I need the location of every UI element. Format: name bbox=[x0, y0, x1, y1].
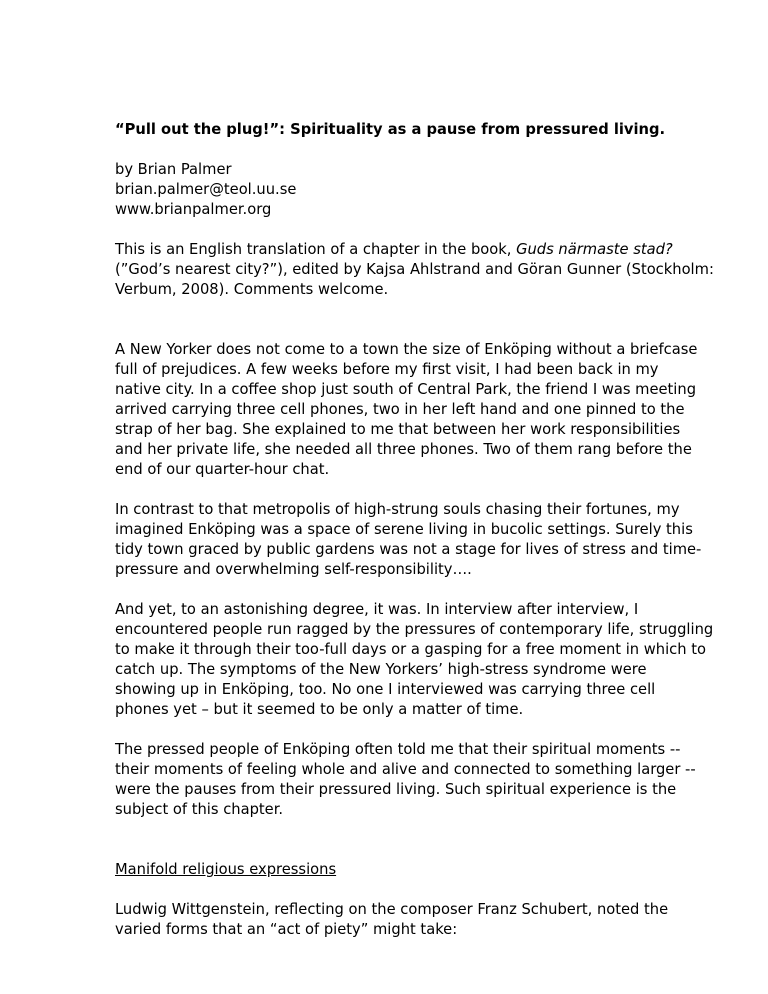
translation-note bbox=[115, 240, 714, 300]
paragraph-1 bbox=[115, 340, 698, 480]
paragraph-line: The pressed people of Enköping often told me that their spiritual moments -- bbox=[115, 741, 681, 758]
paragraph-line: pressure and overwhelming self-responsibility…. bbox=[115, 561, 472, 578]
paragraph-line: showing up in Enköping, too. No one I interviewed was carrying three cell bbox=[115, 681, 656, 698]
paragraph-line: their moments of feeling whole and alive and connected to something larger -- bbox=[115, 761, 696, 778]
paragraph-line: strap of her bag. She explained to me that between her work responsibilities bbox=[115, 421, 681, 438]
paragraph-line: subject of this chapter. bbox=[115, 801, 284, 818]
translation-note-line-2: (”God’s nearest city?”), edited by Kajsa Ahlstrand and Göran Gunner (Stockholm: bbox=[115, 261, 714, 278]
paragraph-line: and her private life, she needed all three phones. Two of them rang before the bbox=[115, 441, 692, 458]
paragraph-line: imagined Enköping was a space of serene living in bucolic settings. Surely this bbox=[115, 521, 693, 538]
document-page bbox=[115, 120, 714, 940]
paragraph-line: phones yet – but it seemed to be only a matter of time. bbox=[115, 701, 524, 718]
paragraph-line: varied forms that an “act of piety” might take: bbox=[115, 921, 458, 938]
paragraph-line: catch up. The symptoms of the New Yorkers’ high-stress syndrome were bbox=[115, 661, 647, 678]
paragraph-line: arrived carrying three cell phones, two in her left hand and one pinned to the bbox=[115, 401, 685, 418]
section-heading: Manifold religious expressions bbox=[115, 861, 337, 878]
author-email: brian.palmer@teol.uu.se bbox=[115, 181, 297, 198]
book-title: Guds närmaste stad? bbox=[516, 241, 673, 258]
byline bbox=[115, 160, 675, 220]
paragraph-line: end of our quarter-hour chat. bbox=[115, 461, 330, 478]
author-name: by Brian Palmer bbox=[115, 161, 232, 178]
paragraph-line: tidy town graced by public gardens was not a stage for lives of stress and time- bbox=[115, 541, 702, 558]
translation-note-line-3: Verbum, 2008). Comments welcome. bbox=[115, 281, 389, 298]
paragraph-line: encountered people run ragged by the pressures of contemporary life, struggling bbox=[115, 621, 714, 638]
paragraph-line: And yet, to an astonishing degree, it was. In interview after interview, I bbox=[115, 601, 639, 618]
paragraph-line: A New Yorker does not come to a town the size of Enköping without a briefcase bbox=[115, 341, 698, 358]
paragraph-line: Ludwig Wittgenstein, reflecting on the composer Franz Schubert, noted the bbox=[115, 901, 669, 918]
translation-note-line-1 bbox=[115, 240, 675, 260]
paragraph-line: In contrast to that metropolis of high-strung souls chasing their fortunes, my bbox=[115, 501, 680, 518]
paragraph-line: to make it through their too-full days or a gasping for a free moment in which to bbox=[115, 641, 706, 658]
paragraph-4 bbox=[115, 740, 696, 820]
paragraph-line: native city. In a coffee shop just south of Central Park, the friend I was meeting bbox=[115, 381, 697, 398]
paragraph-line: full of prejudices. A few weeks before my first visit, I had been back in my bbox=[115, 361, 659, 378]
paragraph-5 bbox=[115, 900, 675, 940]
author-website: www.brianpalmer.org bbox=[115, 201, 272, 218]
paragraph-3 bbox=[115, 600, 714, 720]
translation-note-text: This is an English translation of a chapter in the book, bbox=[115, 241, 517, 258]
document-title: “Pull out the plug!”: Spirituality as a pause from pressured living. bbox=[115, 121, 666, 138]
paragraph-2 bbox=[115, 500, 702, 580]
paragraph-line: were the pauses from their pressured living. Such spiritual experience is the bbox=[115, 781, 677, 798]
